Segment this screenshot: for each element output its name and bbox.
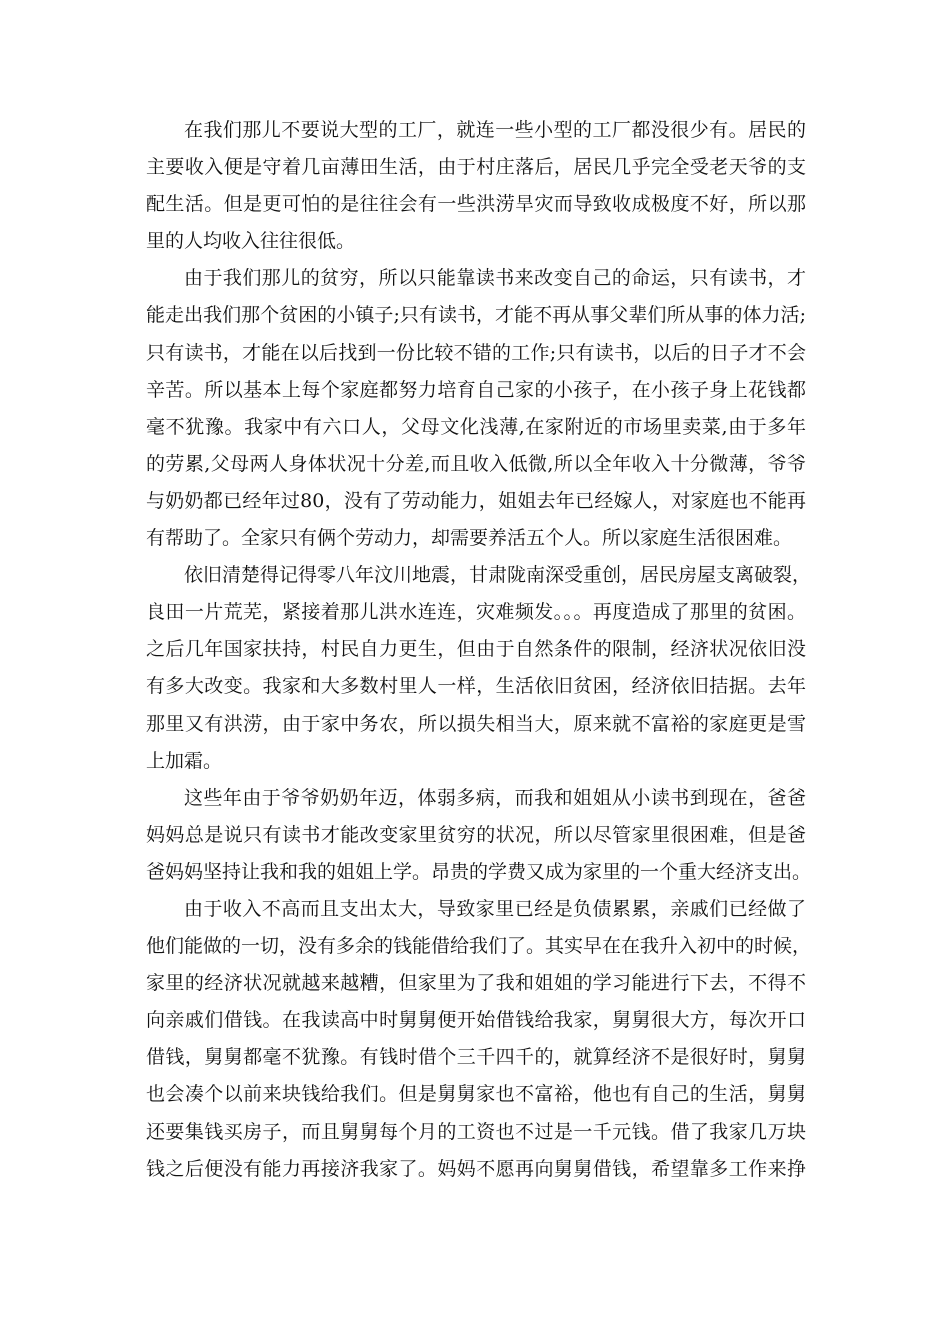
paragraph [146,260,806,557]
text-line: 依旧清楚得记得零八年汶川地震，甘肃陇南深受重创，居民房屋支离破裂， [184,564,812,587]
text-line: 在我们那儿不要说大型的工厂，就连一些小型的工厂都没很少有。居民的 [184,119,806,141]
text-line: 他们能做的一切，没有多余的钱能借给我们了。其实早在在我升入初中的时候， [146,935,812,958]
text-line: 钱之后便没有能力再接济我家了。妈妈不愿再向舅舅借钱，希望靠多工作来挣 [146,1157,806,1180]
text-line: 有帮助了。全家只有俩个劳动力，却需要养活五个人。所以家庭生活很困难。 [146,527,793,550]
text-line: 的劳累,父母两人身体状况十分差,而且收入低微,所以全年收入十分微薄，爷爷 [146,452,806,475]
text-line: 妈妈总是说只有读书才能改变家里贫穷的状况，所以尽管家里很困难，但是爸 [146,823,806,846]
document-page [146,112,812,1188]
text-line: 辛苦。所以基本上每个家庭都努力培育自己家的小孩子，在小孩子身上花钱都 [146,378,806,401]
text-line: 家里的经济状况就越来越糟，但家里为了我和姐姐的学习能进行下去，不得不 [146,972,806,995]
text-line: 里的人均收入往往很低。 [146,230,356,253]
text-line: 由于我们那儿的贫穷，所以只能靠读书来改变自己的命运，只有读书，才 [184,267,806,290]
text-line: 向亲戚们借钱。在我读高中时舅舅便开始借钱给我家，舅舅很大方，每次开口 [146,1009,806,1032]
text-line: 也会凑个以前来块钱给我们。但是舅舅家也不富裕，他也有自己的生活，舅舅 [146,1083,806,1106]
text-line: 配生活。但是更可怕的是往往会有一些洪涝旱灾而导致收成极度不好，所以那 [146,193,806,216]
text-line: 只有读书，才能在以后找到一份比较不错的工作;只有读书，以后的日子才不会 [146,341,806,364]
text-line: 由于收入不高而且支出太大，导致家里已经是负债累累，亲戚们已经做了 [184,897,806,920]
text-line: 毫不犹豫。我家中有六口人，父母文化浅薄,在家附近的市场里卖菜,由于多年 [146,415,806,438]
text-line: 爸妈妈坚持让我和我的姐姐上学。昂贵的学费又成为家里的一个重大经济支出。 [146,860,812,883]
text-line: 之后几年国家扶持，村民自力更生，但由于自然条件的限制，经济状况依旧没 [146,638,806,661]
paragraph [146,891,812,1188]
text-line: 这些年由于爷爷奶奶年迈，体弱多病，而我和姐姐从小读书到现在，爸爸 [184,786,806,809]
text-line: 那里又有洪涝，由于家中务农，所以损失相当大，原来就不富裕的家庭更是雪 [146,712,806,735]
text-line: 还要集钱买房子，而且舅舅每个月的工资也不过是一千元钱。借了我家几万块 [146,1120,806,1143]
paragraph [146,780,812,891]
text-line: 借钱，舅舅都毫不犹豫。有钱时借个三千四千的，就算经济不是很好时，舅舅 [146,1046,806,1069]
text-line: 有多大改变。我家和大多数村里人一样，生活依旧贫困，经济依旧拮据。去年 [146,675,806,698]
paragraph [146,112,806,260]
text-line: 能走出我们那个贫困的小镇子;只有读书，才能不再从事父辈们所从事的体力活; [146,304,806,327]
text-line: 与奶奶都已经年过80，没有了劳动能力，姐姐去年已经嫁人，对家庭也不能再 [146,489,806,512]
text-line: 上加霜。 [146,749,223,772]
text-line: 良田一片荒芜，紧接着那儿洪水连连，灾难频发。。。再度造成了那里的贫困。 [146,601,806,624]
text-line: 主要收入便是守着几亩薄田生活，由于村庄落后，居民几乎完全受老天爷的支 [146,156,806,179]
paragraph [146,557,812,780]
